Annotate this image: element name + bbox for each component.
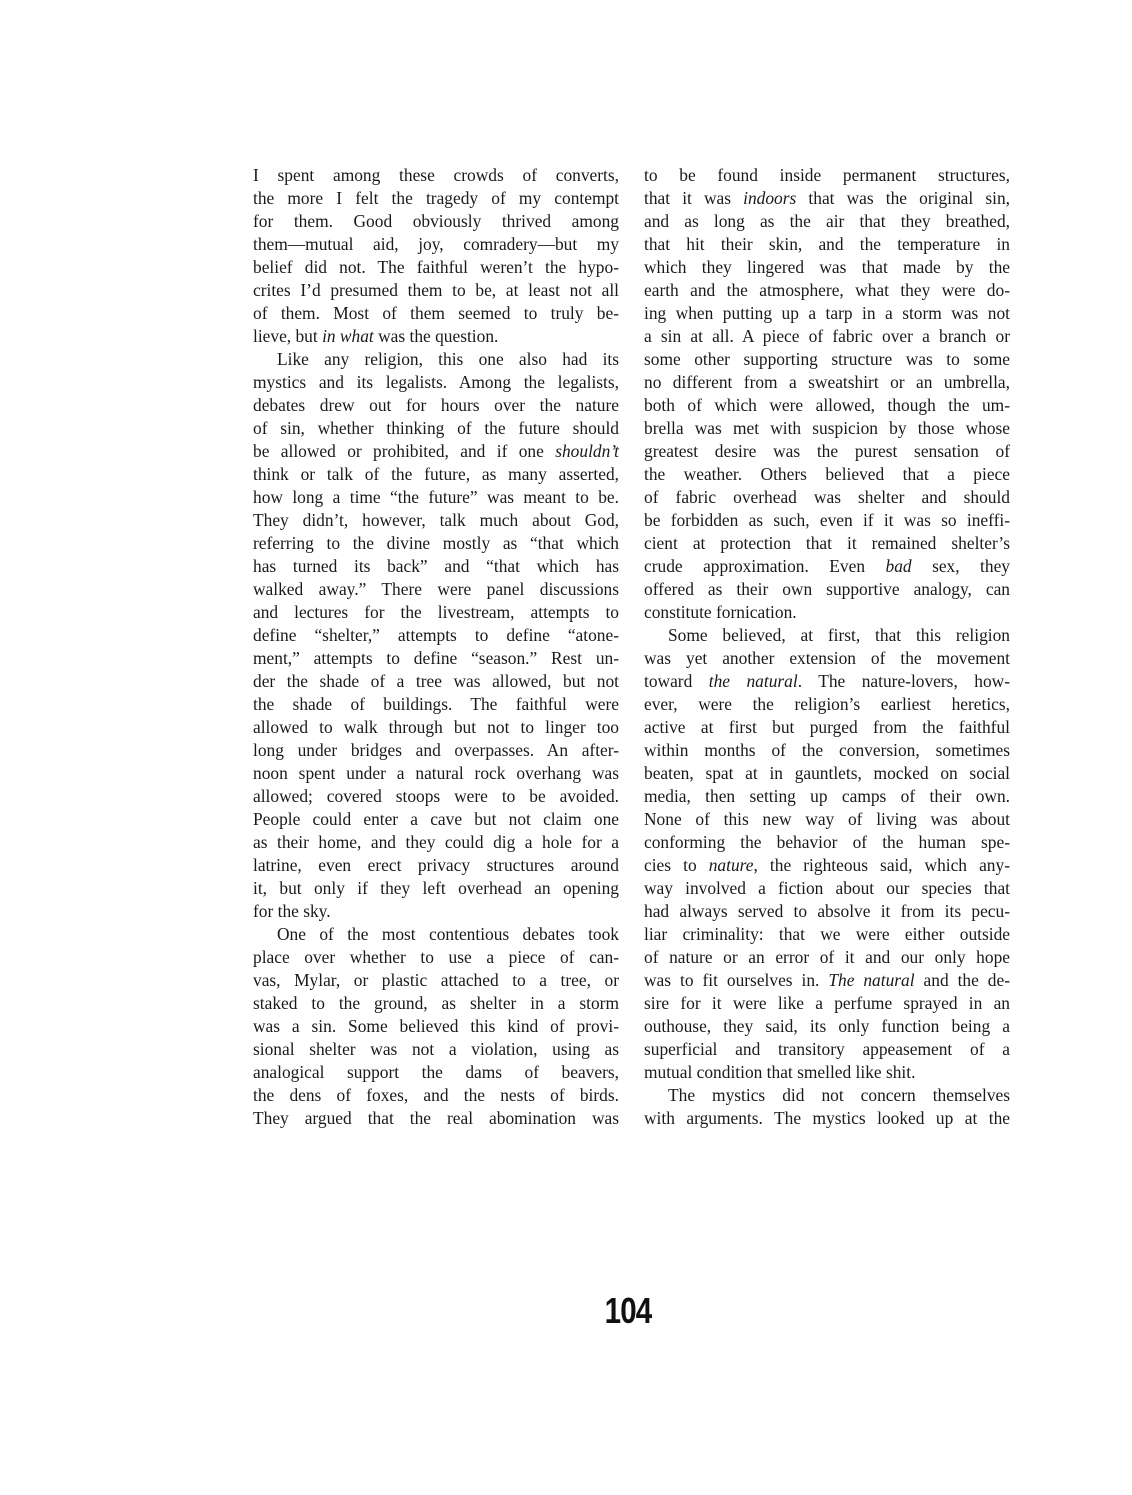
text-line: of sin, whether thinking of the future should <box>253 418 619 438</box>
page-number: 104 <box>604 1290 652 1331</box>
text-line <box>253 440 619 463</box>
italic-emphasis: The natural <box>828 970 915 990</box>
text-line: a sin at all. A piece of fabric over a branch or <box>644 326 1010 346</box>
text-line: sire for it were like a perfume sprayed in an <box>644 993 1010 1013</box>
paragraph-first-line: One of the most contentious debates took <box>277 924 619 944</box>
text-line: allowed; covered stoops were to be avoided. <box>253 786 619 806</box>
text-segment: cies to <box>644 855 709 875</box>
text-line: for the sky. <box>253 901 331 921</box>
text-line: was yet another extension of the movement <box>644 648 1010 668</box>
text-line: der the shade of a tree was allowed, but not <box>253 671 619 691</box>
text-line: the shade of buildings. The faithful were <box>253 694 619 714</box>
text-line: liar criminality: that we were either outside <box>644 924 1010 944</box>
text-column-right <box>644 164 1010 1130</box>
text-line: vas, Mylar, or plastic attached to a tree, or <box>253 970 619 990</box>
text-line: None of this new way of living was about <box>644 809 1010 829</box>
text-line: to be found inside permanent structures, <box>644 165 1010 185</box>
text-line: superficial and transitory appeasement of a <box>644 1039 1010 1059</box>
text-line: as their home, and they could dig a hole for a <box>253 832 619 852</box>
text-line: how long a time “the future” was meant to be. <box>253 487 619 507</box>
text-segment: be allowed or prohibited, and if one <box>253 441 556 461</box>
text-line: conforming the behavior of the human spe- <box>644 832 1010 852</box>
text-line: walked away.” There were panel discussions <box>253 579 619 599</box>
text-segment: that it was <box>644 188 744 208</box>
text-line: place over whether to use a piece of can- <box>253 947 619 967</box>
italic-emphasis: nature <box>708 855 754 875</box>
text-segment: . The nature-lovers, how- <box>797 671 1011 691</box>
text-line: active at first but purged from the faithful <box>644 717 1010 737</box>
text-line: and lectures for the livestream, attempts to <box>253 602 619 622</box>
text-line: way involved a fiction about our species that <box>644 878 1010 898</box>
text-line: cient at protection that it remained shelter’s <box>644 533 1010 553</box>
text-segment: , the righteous said, which any- <box>753 855 1010 875</box>
text-line: greatest desire was the purest sensation of <box>644 441 1010 461</box>
text-line: the weather. Others believed that a piece <box>644 464 1010 484</box>
text-line: was a sin. Some believed this kind of provi- <box>253 1016 619 1036</box>
text-line: They argued that the real abomination was <box>253 1108 619 1128</box>
text-line: analogical support the dams of beavers, <box>253 1062 619 1082</box>
paragraph-first-line: The mystics did not concern themselves <box>668 1085 1010 1105</box>
text-line: them—mutual aid, joy, comradery—but my <box>253 234 619 254</box>
text-line: of nature or an error of it and our only hope <box>644 947 1010 967</box>
italic-emphasis: the natural <box>708 671 798 691</box>
text-line: I spent among these crowds of converts, <box>253 165 619 185</box>
text-line: earth and the atmosphere, what they were do- <box>644 280 1010 300</box>
text-line: mutual condition that smelled like shit. <box>644 1062 916 1082</box>
text-line: referring to the divine mostly as “that which <box>253 533 619 553</box>
text-segment: and the de- <box>914 970 1010 990</box>
text-line: mystics and its legalists. Among the legalists, <box>253 372 619 392</box>
text-line: long under bridges and overpasses. An after- <box>253 740 619 760</box>
text-line: both of which were allowed, though the um- <box>644 395 1010 415</box>
text-line: media, then setting up camps of their own. <box>644 786 1010 806</box>
italic-emphasis: bad <box>885 556 912 576</box>
text-line: beaten, spat at in gauntlets, mocked on social <box>644 763 1010 783</box>
text-line: and as long as the air that they breathed, <box>644 211 1010 231</box>
text-line: People could enter a cave but not claim one <box>253 809 619 829</box>
italic-emphasis: shouldn’t <box>555 441 619 461</box>
text-line: debates drew out for hours over the nature <box>253 395 619 415</box>
text-line: noon spent under a natural rock overhang was <box>253 763 619 783</box>
text-line: has turned its back” and “that which has <box>253 556 619 576</box>
text-line: that hit their skin, and the temperature in <box>644 234 1010 254</box>
text-line: define “shelter,” attempts to define “atone- <box>253 625 619 645</box>
text-line: be forbidden as such, even if it was so ineffi- <box>644 510 1010 530</box>
italic-emphasis: indoors <box>743 188 797 208</box>
italic-emphasis: in what <box>322 326 374 346</box>
text-column-left <box>253 164 619 1130</box>
text-line: within months of the conversion, sometimes <box>644 740 1010 760</box>
text-line: belief did not. The faithful weren’t the hypo- <box>253 257 619 277</box>
text-line: of them. Most of them seemed to truly be- <box>253 303 619 323</box>
text-segment: sex, they <box>911 556 1011 576</box>
text-line: crites I’d presumed them to be, at least not all <box>253 280 619 300</box>
text-line: ing when putting up a tarp in a storm was not <box>644 303 1010 323</box>
text-segment: was the question. <box>373 326 499 346</box>
text-line: constitute fornication. <box>644 602 797 622</box>
text-line: for them. Good obviously thrived among <box>253 211 619 231</box>
text-line: allowed to walk through but not to linger too <box>253 717 619 737</box>
text-segment: was to fit ourselves in. <box>644 970 829 990</box>
text-line <box>644 670 1010 693</box>
text-segment: crude approximation. Even <box>644 556 886 576</box>
text-line: latrine, even erect privacy structures around <box>253 855 619 875</box>
text-line: had always served to absolve it from its pecu- <box>644 901 1010 921</box>
text-line: offered as their own supportive analogy, can <box>644 579 1010 599</box>
text-line: ever, were the religion’s earliest heretics, <box>644 694 1010 714</box>
text-line: which they lingered was that made by the <box>644 257 1010 277</box>
paragraph-first-line: Like any religion, this one also had its <box>277 349 619 369</box>
text-line <box>253 325 619 348</box>
text-segment: toward <box>644 671 709 691</box>
text-line: of fabric overhead was shelter and should <box>644 487 1010 507</box>
text-line: outhouse, they said, its only function being a <box>644 1016 1010 1036</box>
text-segment: that was the original sin, <box>796 188 1010 208</box>
text-line <box>644 555 1010 578</box>
text-line: staked to the ground, as shelter in a storm <box>253 993 619 1013</box>
text-line <box>644 854 1010 877</box>
text-line: the dens of foxes, and the nests of birds. <box>253 1085 619 1105</box>
text-line: no different from a sweatshirt or an umbrella, <box>644 372 1010 392</box>
text-line: the more I felt the tragedy of my contempt <box>253 188 619 208</box>
text-line: it, but only if they left overhead an opening <box>253 878 619 898</box>
text-line: with arguments. The mystics looked up at the <box>644 1108 1010 1128</box>
text-line: brella was met with suspicion by those whose <box>644 418 1010 438</box>
text-line: think or talk of the future, as many asserted, <box>253 464 619 484</box>
text-line: They didn’t, however, talk much about God, <box>253 510 619 530</box>
text-line: sional shelter was not a violation, using as <box>253 1039 619 1059</box>
text-line: ment,” attempts to define “season.” Rest un- <box>253 648 619 668</box>
text-line: some other supporting structure was to some <box>644 349 1010 369</box>
paragraph-first-line: Some believed, at first, that this religion <box>668 625 1010 645</box>
text-line <box>644 969 1010 992</box>
text-segment: lieve, but <box>253 326 323 346</box>
text-line <box>644 187 1010 210</box>
